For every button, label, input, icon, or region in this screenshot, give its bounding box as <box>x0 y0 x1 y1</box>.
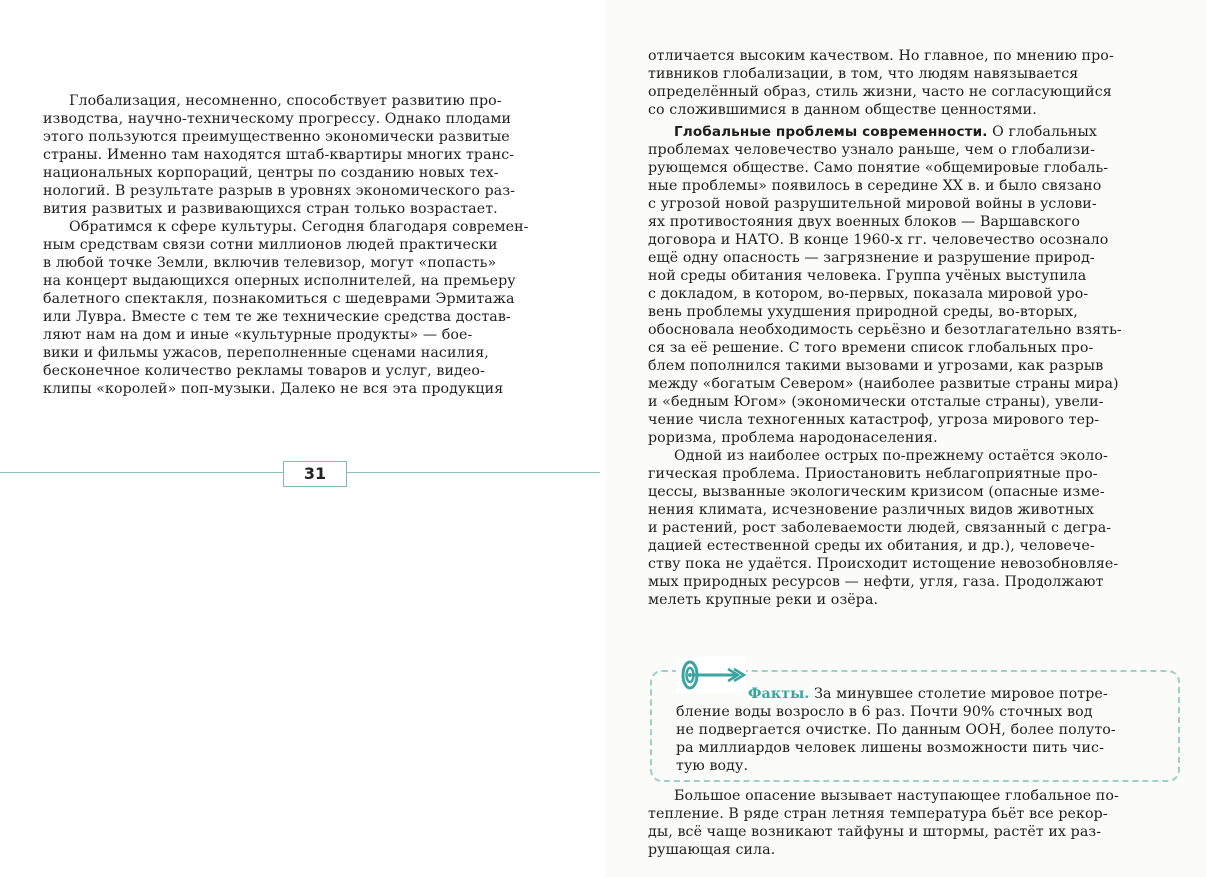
text-line: тепление. В ряде стран летняя температура бьёт все рекор- <box>648 806 1108 822</box>
section-heading-line <box>648 124 1183 141</box>
text-line: гическая проблема. Приостановить неблагоприятные про- <box>648 466 1098 482</box>
text-line: со сложившимися в данном обществе ценностями. <box>648 102 1037 118</box>
text-line: клипы «королей» поп-музыки. Далеко не вся эта продукция <box>43 381 504 397</box>
text-line: цессы, вызванные экологическим кризисом (опасные изме- <box>648 484 1105 500</box>
text-line: ные проблемы» появилось в середине XX в. и было связано <box>648 178 1102 194</box>
facts-line: бление воды возросло в 6 раз. Почти 90% сточных вод <box>676 704 1093 720</box>
text-line: Одной из наиболее острых по-прежнему остаётся эколо- <box>674 448 1108 464</box>
text-line: национальных корпораций, центры по созданию новых тех- <box>43 165 499 181</box>
text-line: или Лувра. Вместе с тем те же технические средства достав- <box>43 309 511 325</box>
text-line: обосновала необходимость серьёзно и безотлагательно взять- <box>648 322 1122 338</box>
text-line: на концерт выдающихся оперных исполнителей, на премьеру <box>43 273 516 289</box>
text-line: бесконечное количество рекламы товаров и услуг, видео- <box>43 363 485 379</box>
facts-label: Факты. <box>748 686 810 702</box>
text-line: с докладом, в котором, во-первых, показала мировой уро- <box>648 286 1089 302</box>
text-line: между «богатым Севером» (наиболее развитые страны мира) <box>648 376 1119 392</box>
text-line: и «бедным Югом» (экономически отсталые страны), увели- <box>648 394 1104 410</box>
text-line: дацией естественной среды их обитания, и др.), человече- <box>648 538 1095 554</box>
section-heading-rest: О глобальных <box>987 124 1097 140</box>
text-line: Обратимся к сфере культуры. Сегодня благодаря современ- <box>69 219 529 235</box>
text-line: вики и фильмы ужасов, переполненные сценами насилия, <box>43 345 489 361</box>
facts-line: не подвергается очистке. По данным ООН, более полуто- <box>676 722 1116 738</box>
text-line: в любой точке Земли, включив телевизор, могут «попасть» <box>43 255 497 271</box>
text-line: отличается высоким качеством. Но главное, по мнению про- <box>648 48 1114 64</box>
page-number: 31 <box>283 461 347 487</box>
text-line: ещё одну опасность — загрязнение и разрушение природ- <box>648 250 1095 266</box>
left-page <box>0 0 606 500</box>
text-line: ся за её решение. С того времени список глобальных про- <box>648 340 1094 356</box>
text-line: договора и НАТО. В конце 1960-х гг. человечество осознало <box>648 232 1109 248</box>
facts-line: ра миллиардов человек лишены возможности пить чис- <box>676 740 1104 756</box>
text-line: изводства, научно-техническому прогрессу. Однако плодами <box>43 111 512 127</box>
text-line: рушающая сила. <box>648 842 776 858</box>
text-line: роризма, проблема народонаселения. <box>648 430 938 446</box>
facts-first-line: За минувшее столетие мировое потре- <box>809 686 1108 702</box>
text-line: ным средствам связи сотни миллионов людей практически <box>43 237 498 253</box>
text-line: проблемах человечество узнало раньше, чем о глобализи- <box>648 142 1095 158</box>
text-line: страны. Именно там находятся штаб-квартиры многих транс- <box>43 147 515 163</box>
text-line: ляют нам на дом и иные «культурные продукты» — бое- <box>43 327 473 343</box>
text-line: определённый образ, стиль жизни, часто не согласующийся <box>648 84 1112 100</box>
text-line: мых природных ресурсов — нефти, угля, газа. Продолжают <box>648 574 1104 590</box>
footer-rule-left <box>0 472 283 473</box>
text-line: и растений, рост заболеваемости людей, связанный с дегра- <box>648 520 1112 536</box>
text-line: вития развитых и развивающихся стран только возрастает. <box>43 201 498 217</box>
text-line: ях противостояния двух военных блоков — Варшавского <box>648 214 1080 230</box>
text-line: рующемся обществе. Само понятие «общемировые глобаль- <box>648 160 1109 176</box>
section-heading: Глобальные проблемы современности. <box>674 124 988 140</box>
text-line: с угрозой новой разрушительной мировой войны в услови- <box>648 196 1097 212</box>
text-line: Глобализация, несомненно, способствует развитию про- <box>69 93 502 109</box>
text-line: вень проблемы ухудшения природной среды, во-вторых, <box>648 304 1078 320</box>
text-line: балетного спектакля, познакомиться с шедеврами Эрмитажа <box>43 291 515 307</box>
text-line: блем пополнился такими вызовами и угрозами, как разрыв <box>648 358 1104 374</box>
target-arrow-icon <box>676 657 746 693</box>
text-line: мелеть крупные реки и озёра. <box>648 592 879 608</box>
text-line: ной среды обитания человека. Группа учёных выступила <box>648 268 1087 284</box>
text-line: ству пока не удаётся. Происходит истощение невозобновляе- <box>648 556 1119 572</box>
footer-rule-right <box>345 472 600 473</box>
facts-line: тую воду. <box>676 758 749 774</box>
text-line: Большое опасение вызывает наступающее глобальное по- <box>674 788 1119 804</box>
text-line: чение числа техногенных катастроф, угроза мирового тер- <box>648 412 1100 428</box>
text-line: тивников глобализации, в том, что людям навязывается <box>648 66 1079 82</box>
text-line: этого пользуются преимущественно экономически развитые <box>43 129 510 145</box>
text-line: ды, всё чаще возникают тайфуны и штормы, растёт их раз- <box>648 824 1102 840</box>
text-line: нологий. В результате разрыв в уровнях экономического раз- <box>43 183 516 199</box>
text-line: нения климата, исчезновение различных видов животных <box>648 502 1094 518</box>
